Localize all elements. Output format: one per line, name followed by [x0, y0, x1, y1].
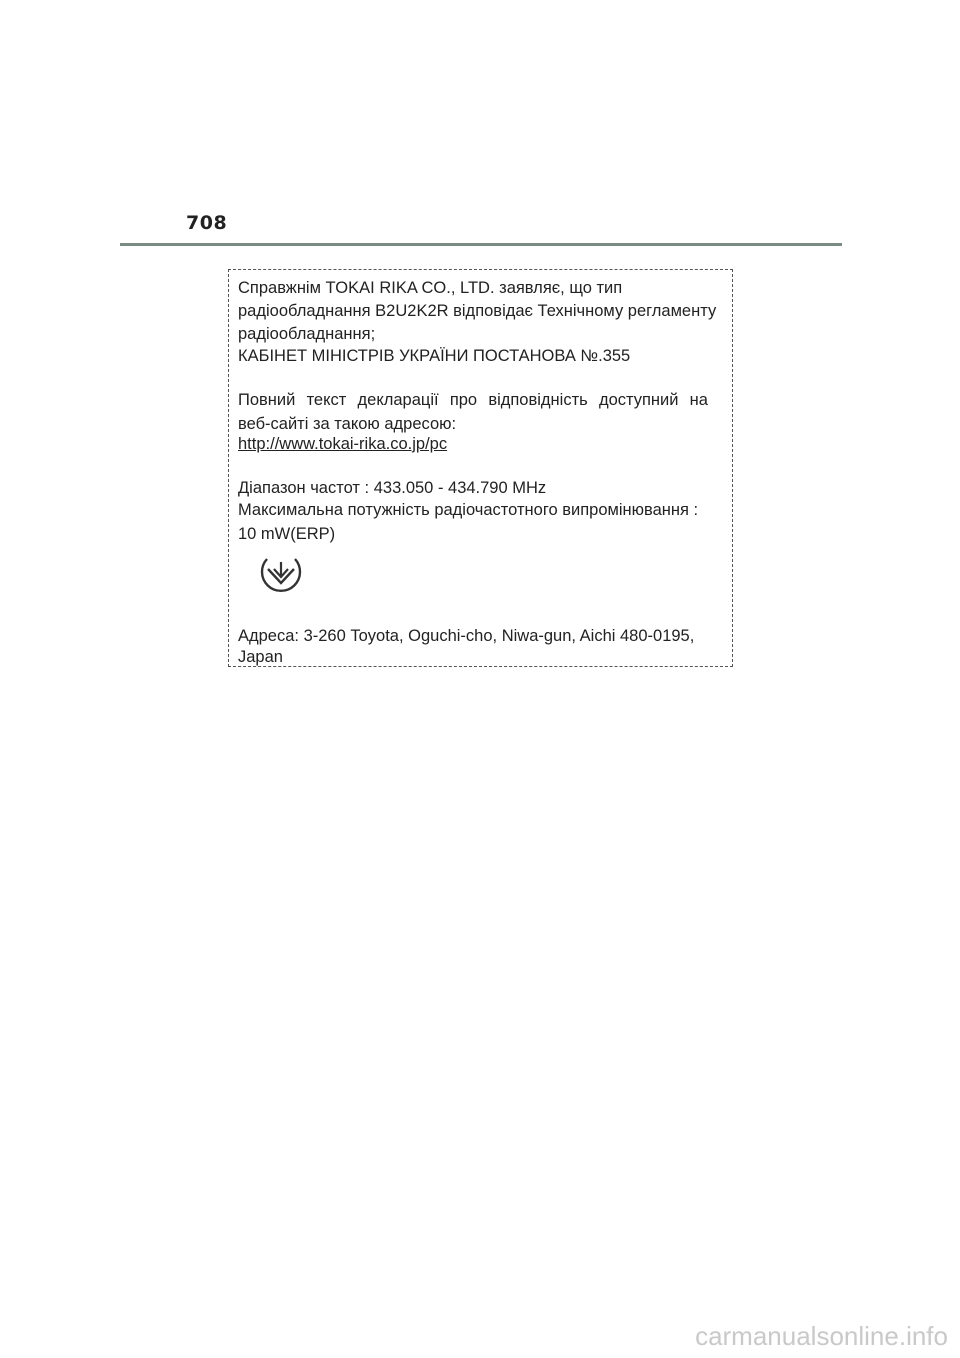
fulltext-word: на [689, 391, 708, 409]
fulltext-line-1 [238, 390, 708, 410]
declaration-url-link[interactable]: http://www.tokai-rika.co.jp/pc [238, 435, 448, 453]
page-number: 708 [186, 212, 228, 234]
fulltext-word: про [449, 391, 478, 409]
footer-watermark: carmanualsonline.info [695, 1321, 948, 1351]
fulltext-word: декларації [357, 391, 439, 409]
fulltext-line-2: веб-сайті за такою адресою: [238, 415, 457, 433]
fulltext-word: Повний [238, 391, 296, 409]
intro-line-1: Справжнім TOKAI RIKA CO., LTD. заявляє, що тип [238, 279, 623, 297]
address-line-1: Адреса: 3-260 Toyota, Oguchi-cho, Niwa-gun, Aichi 480-0195, [238, 627, 695, 645]
power-line-2: 10 mW(ERP) [238, 525, 336, 543]
declaration-box [228, 269, 733, 667]
fulltext-word: текст [306, 391, 347, 409]
intro-line-2: радіообладнання B2U2K2R відповідає Технічному регламенту [238, 302, 717, 320]
fulltext-word: доступний [598, 391, 679, 409]
address-line-2: Japan [238, 648, 283, 666]
ukrainian-conformity-mark-icon [258, 550, 304, 596]
frequency-line: Діапазон частот : 433.050 - 434.790 MHz [238, 479, 547, 497]
regulation-line: КАБІНЕТ МІНІСТРІВ УКРАЇНИ ПОСТАНОВА №.355 [238, 347, 631, 365]
fulltext-word: відповідність [488, 391, 588, 409]
header-divider [120, 243, 842, 246]
intro-line-3: радіообладнання; [238, 325, 376, 343]
power-line-1: Максимальна потужність радіочастотного випромінювання : [238, 501, 699, 519]
